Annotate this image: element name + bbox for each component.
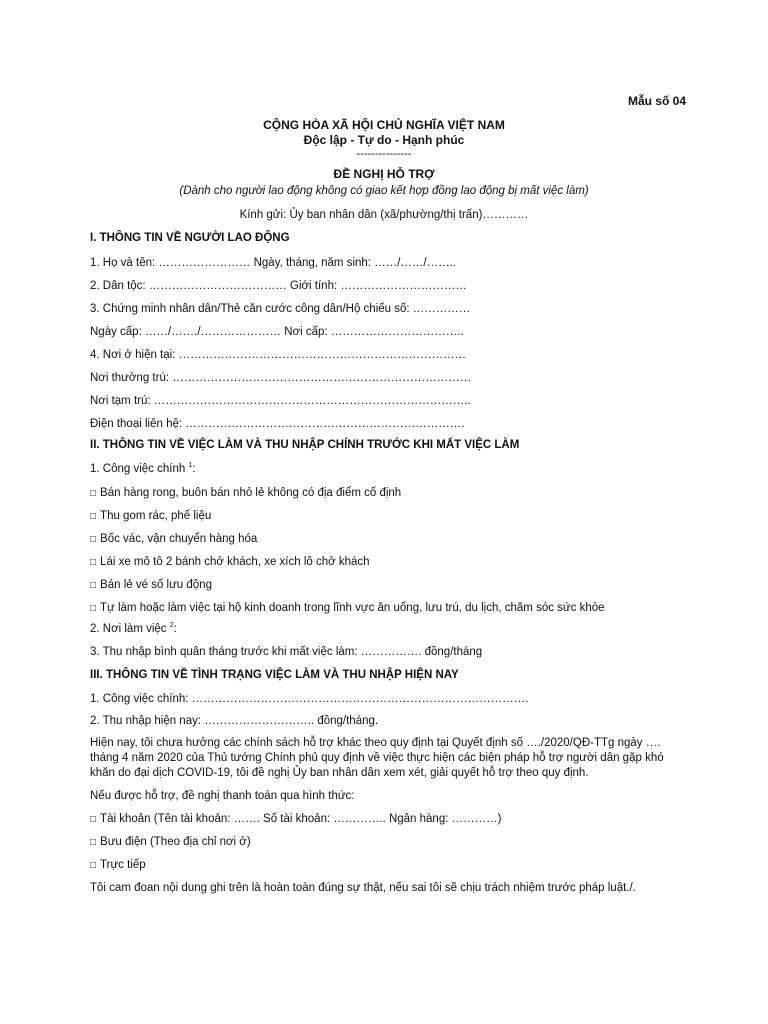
form-title: ĐỀ NGHỊ HỖ TRỢ: [333, 167, 435, 181]
current-income-line: 2. Thu nhập hiện nay: ……………………….. đồng/tháng.: [90, 715, 379, 727]
field-temporary-address: Nơi tạm trú: ………………………………………………………………………..: [90, 395, 471, 407]
workplace-label-text: 2. Nơi làm việc: [90, 623, 170, 635]
field-name-dob: 1. Họ và tên: …………………… Ngày, tháng, năm sinh: ……/……/……..: [90, 257, 456, 269]
payment-option[interactable]: [90, 858, 146, 873]
field-ethnicity-gender: 2. Dân tộc: ……………………………… Giới tính: ……………………………: [90, 280, 467, 292]
job-option-label: Bán lẻ vé số lưu động: [100, 579, 212, 591]
field-id-number: 3. Chứng minh nhân dân/Thẻ căn cước công dân/Hộ chiếu số: ……………: [90, 303, 471, 315]
job-option[interactable]: [90, 486, 401, 501]
form-subtitle: (Dành cho người lao động không có giao kết hợp đồng lao động bị mất việc làm): [179, 185, 589, 197]
job-option-label: Thu gom rác, phế liệu: [100, 510, 212, 522]
payment-option-label: Tài khoản (Tên tài khoản: ……. Số tài khoản: ………….. Ngân hàng: …………): [100, 813, 502, 825]
nation-heading: CỘNG HÒA XÃ HỘI CHỦ NGHĨA VIỆT NAM: [263, 118, 505, 132]
job-option-label: Bốc vác, vận chuyển hàng hóa: [100, 533, 258, 545]
form-code: Mẫu số 04: [627, 94, 686, 108]
checkbox-icon[interactable]: □: [90, 603, 97, 614]
job-option[interactable]: [90, 601, 605, 616]
section-1-heading: I. THÔNG TIN VỀ NGƯỜI LAO ĐỘNG: [90, 232, 290, 244]
payment-method-label: Nếu được hỗ trợ, đề nghị thanh toán qua hình thức:: [90, 790, 355, 802]
motto: Độc lập - Tự do - Hạnh phúc: [303, 133, 465, 147]
field-phone: Điện thoại liên hệ: ……………………………………………………………….: [90, 418, 465, 430]
workplace-label: 2. Nơi làm việc $^2$:: [90, 622, 177, 635]
checkbox-icon[interactable]: □: [90, 557, 97, 568]
field-issue-date-place: Ngày cấp: ……/……./………………… Nơi cấp: ……………………………..: [90, 326, 464, 338]
job-label-text: 1. Công việc chính: [90, 463, 189, 475]
checkbox-icon[interactable]: □: [90, 837, 97, 848]
job-option[interactable]: [90, 555, 370, 570]
checkbox-icon[interactable]: □: [90, 488, 97, 499]
addressee-line: Kính gửi: Ủy ban nhân dân (xã/phường/thị trấn)…………: [239, 209, 529, 221]
job-option-label: Lái xe mô tô 2 bánh chở khách, xe xích lô chở khách: [100, 556, 370, 568]
checkbox-icon[interactable]: □: [90, 534, 97, 545]
field-current-address: 4. Nơi ở hiện tại: …………………………………………………………………: [90, 349, 467, 361]
payment-option[interactable]: [90, 835, 251, 850]
header-divider: ---------------: [356, 148, 412, 160]
checkbox-icon[interactable]: □: [90, 860, 97, 871]
job-option[interactable]: [90, 509, 211, 524]
footnote-1: 1: [188, 462, 193, 470]
previous-income-line: 3. Thu nhập bình quân tháng trước khi mất việc làm: ……………. đồng/tháng: [90, 646, 483, 658]
job-option-label: Tự làm hoặc làm việc tại hộ kinh doanh trong lĩnh vực ăn uống, lưu trú, du lịch, chăm sóc sức khỏe: [100, 602, 605, 614]
job-option[interactable]: [90, 532, 257, 547]
section-3-heading: III. THÔNG TIN VỀ TÌNH TRẠNG VIỆC LÀM VÀ THU NHẬP HIỆN NAY: [90, 669, 459, 681]
statement-paragraph: Hiện nay, tôi chưa hưởng các chính sách hỗ trợ khác theo quy định tại Quyết định số …./2020/QĐ-TTg ngày …. tháng 4 năm 2020 của Thủ tướng Chính phủ quy định về việc thực hiện các biện pháp hỗ trợ người dân gặp khó khăn do đại dịch COVID-19, tôi đề nghị Ủy ban nhân dân xem xét, giải quyết hỗ trợ theo quy định.: [90, 737, 664, 779]
checkbox-icon[interactable]: □: [90, 814, 97, 825]
checkbox-icon[interactable]: □: [90, 580, 97, 591]
section-2-heading: II. THÔNG TIN VỀ VIỆC LÀM VÀ THU NHẬP CHÍNH TRƯỚC KHI MẤT VIỆC LÀM: [90, 439, 520, 451]
job-label: 1. Công việc chính $^1$:: [90, 462, 196, 475]
field-permanent-address: Nơi thường trú: ……………………………………………………………………: [90, 372, 472, 384]
payment-option[interactable]: [90, 812, 501, 827]
payment-option-label: Trực tiếp: [100, 859, 146, 871]
commitment-line: Tôi cam đoan nội dung ghi trên là hoàn toàn đúng sự thật, nếu sai tôi sẽ chịu trách nhiệm trước pháp luật./.: [90, 882, 636, 894]
checkbox-icon[interactable]: □: [90, 511, 97, 522]
current-job-line: 1. Công việc chính: …………………………………………………………………………….: [90, 693, 529, 705]
payment-option-label: Bưu điện (Theo địa chỉ nơi ở): [100, 836, 251, 848]
job-option-label: Bán hàng rong, buôn bán nhỏ lẻ không có địa điểm cố định: [100, 487, 402, 499]
footnote-2: 2: [169, 622, 174, 630]
job-option[interactable]: [90, 578, 212, 593]
